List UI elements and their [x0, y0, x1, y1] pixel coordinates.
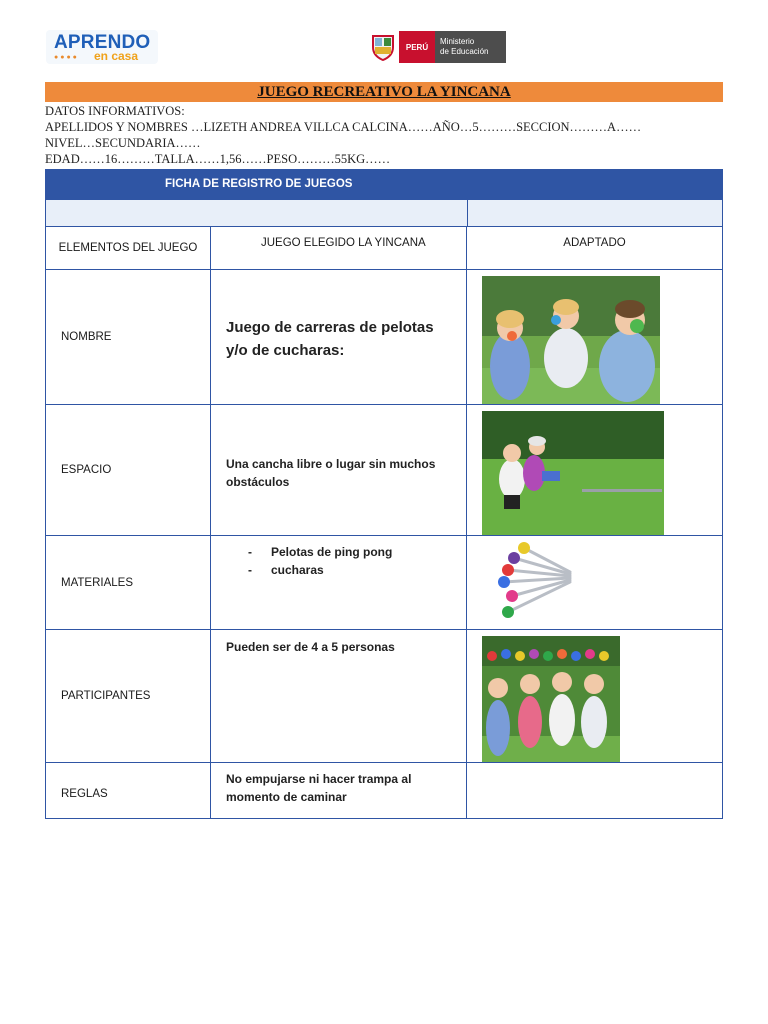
colored-spoons-image: [482, 540, 582, 626]
logo-aprendo-text: APRENDO: [54, 32, 151, 53]
ministerio-educacion-logo: [370, 31, 506, 63]
kids-spoon-race-image: [482, 276, 660, 404]
peru-label: PERÚ: [399, 31, 435, 63]
row-list-materiales: [210, 535, 467, 630]
column-header-adaptado: ADAPTADO: [466, 226, 723, 270]
ministerio-line1: Ministerio: [440, 37, 475, 46]
materiales-item-cucharas: - cucharas: [226, 561, 452, 579]
row-image-cell-espacio: [466, 404, 723, 536]
row-label-espacio: ESPACIO: [45, 404, 211, 536]
ministerio-label: [435, 31, 506, 63]
column-header-juego: JUEGO ELEGIDO LA YINCANA: [210, 226, 467, 270]
ficha-title: FICHA DE REGISTRO DE JUEGOS: [45, 169, 723, 199]
logo-dots: ●●●●: [54, 54, 79, 61]
blank-cell-left: [45, 199, 468, 227]
peru-shield-icon: [370, 33, 396, 61]
kids-running-field-image: [482, 411, 664, 535]
document-title: JUEGO RECREATIVO LA YINCANA: [45, 82, 723, 102]
row-image-cell-materiales: [466, 535, 723, 630]
aprendo-en-casa-logo: [46, 30, 158, 64]
datos-edad: EDAD……16………TALLA……1,56……PESO………55KG……: [45, 152, 391, 166]
datos-heading: DATOS INFORMATIVOS:: [45, 104, 185, 118]
datos-nivel: NIVEL…SECUNDARIA……: [45, 136, 201, 150]
row-text-nombre: Juego de carreras de pelotas y/o de cucharas:: [210, 269, 467, 405]
row-label-materiales: MATERIALES: [45, 535, 211, 630]
column-header-elementos: ELEMENTOS DEL JUEGO: [45, 226, 211, 270]
ministerio-line2: de Educación: [440, 47, 489, 56]
row-label-nombre: NOMBRE: [45, 269, 211, 405]
row-label-participantes: PARTICIPANTES: [45, 629, 211, 763]
materiales-item-ping-pong: - Pelotas de ping pong: [226, 543, 452, 561]
row-text-participantes: Pueden ser de 4 a 5 personas: [210, 629, 467, 763]
kids-group-spoon-image: [482, 636, 620, 762]
row-text-reglas: No empujarse ni hacer trampa al momento de caminar: [210, 762, 467, 819]
row-empty-cell-reglas: [466, 762, 723, 819]
row-text-espacio: Una cancha libre o lugar sin muchos obstáculos: [210, 404, 467, 536]
blank-cell-right: [467, 199, 723, 227]
datos-nombres: APELLIDOS Y NOMBRES …LIZETH ANDREA VILLCA CALCINA……AÑO…5………SECCION………A……: [45, 120, 642, 134]
row-label-reglas: REGLAS: [45, 762, 211, 819]
logo-en-casa-text: en casa: [94, 49, 139, 63]
row-image-cell-nombre: [466, 269, 723, 405]
row-image-cell-participantes: [466, 629, 723, 763]
